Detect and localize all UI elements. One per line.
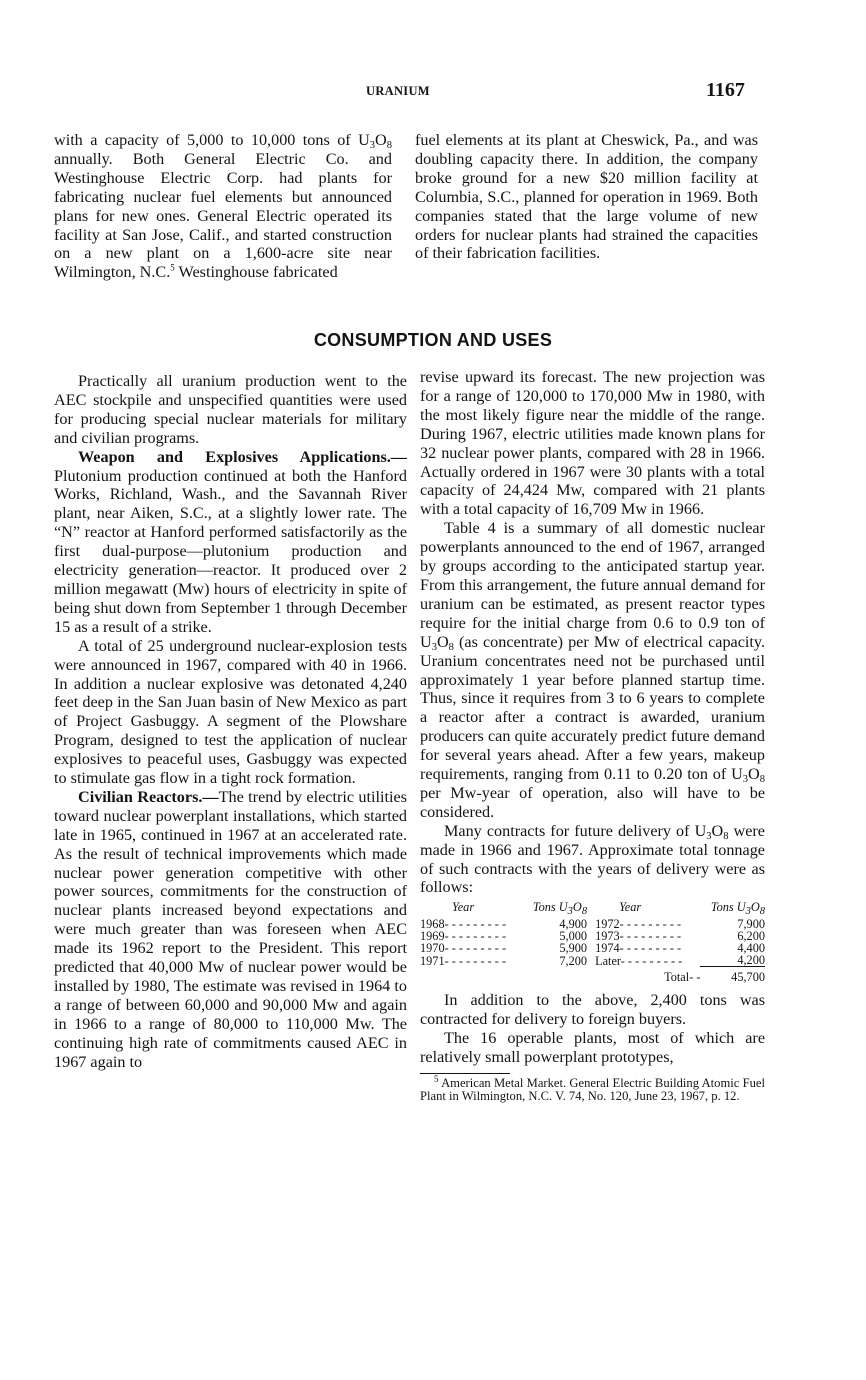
total-label: Total- - — [664, 970, 701, 985]
header-tons: Tons U3O8 — [710, 900, 765, 918]
paragraph-forecast: revise upward its forecast. The new projection was for a range of 120,000 to 170,000 Mw in 1980, with the most likely figure near the middle of the range. During 1967, electric utilities made known plans for 32 nuclear power plants, compared with 28 in 1966. Actually ordered in 1967 were 30 plants with a total capacity of 24,424 Mw, compared with 21 plants with a total capacity of 16,709 Mw in 1966. — [420, 368, 765, 519]
table-cell: 4,200 — [737, 953, 765, 968]
table-row — [420, 942, 765, 954]
table-row — [420, 954, 765, 967]
table-cell: 4,400 — [737, 941, 765, 956]
table-header-row — [420, 901, 765, 918]
table-cell: 1973- - - - - - - - - — [595, 929, 682, 944]
delivery-table — [420, 901, 765, 983]
left-main-column — [54, 372, 407, 1072]
footnote — [420, 1073, 765, 1103]
table-cell: 1968- - - - - - - - - — [420, 917, 507, 932]
top-left-column — [54, 131, 392, 282]
page-number: 1167 — [706, 79, 745, 101]
paragraph-foreign-buyers: In addition to the above, 2,400 tons was contracted for delivery to foreign buyers. — [420, 991, 765, 1029]
paragraph-weapon-explosives: Weapon and Explosives Applications.—Plutonium production continued at both the Hanford Works, Richland, Wash., and the Savannah River plant, near Aiken, S.C., at a slightly lower rate. The “N” reactor at Hanford performed satisfactorily as the first dual-purpose—plutonium production and electricity generation—reactor. It produced over 2 million megawatt (Mw) hours of electricity in spite of being shut down from September 1 through December 15 as a result of a strike. — [54, 447, 407, 636]
paragraph-operable-plants: The 16 operable plants, most of which are relatively small powerplant prototypes, — [420, 1029, 765, 1067]
section-heading: CONSUMPTION AND USES — [313, 330, 553, 350]
right-main-column — [420, 368, 765, 1103]
table-cell: 4,900 — [559, 917, 588, 932]
header-year: Year — [452, 900, 475, 915]
table-cell: 1971- - - - - - - - - — [420, 953, 507, 968]
table-cell: 7,200 — [559, 953, 588, 968]
paragraph-civilian-reactors: Civilian Reactors.—The trend by electric utilities toward nuclear powerplant installations, which started late in 1965, continued in 1967 at an accelerated rate. As the result of technical improvements which made nuclear power generation competitive with other power sources, commitments for the construction of nuclear plants increased beyond expectations and were much greater than was foreseen when AEC made its 1962 report to the President. This report predicted that 40,000 Mw of nuclear power would be installed by 1980, The estimate was revised in 1964 to a range of between 60,000 and 90,000 Mw and again in 1966 to a range of 80,000 to 110,000 Mw. The continuing high rate of commitments caused AEC in 1967 again to — [54, 787, 407, 1071]
table-total-row — [420, 967, 765, 984]
table-cell: 5,900 — [559, 941, 588, 956]
paragraph-contracts: Many contracts for future delivery of $U_3O_8$ were made in 1966 and 1967. Approximate total tonnage of such contracts with the years of delivery were as follows: — [420, 821, 765, 897]
run-in-heading-weapon: Weapon and Explosives Applications.— — [78, 447, 407, 466]
table-cell: 6,200 — [737, 929, 765, 944]
table-cell: Later- - - - - - - - - — [595, 953, 683, 968]
paragraph-explosion-tests: A total of 25 underground nuclear-explosion tests were announced in 1967, compared with 40 in 1966. In addition a nuclear explosive was detonated 4,240 feet deep in the San Juan basin of New Mexico as part of Project Gasbuggy. A segment of the Plowshare Program, designed to test the application of nuclear explosives to peaceful uses, Gasbuggy was expected to stimulate gas flow in a tight rock formation. — [54, 636, 407, 788]
table-cell: 1970- - - - - - - - - — [420, 941, 507, 956]
run-in-heading-civilian: Civilian Reactors.— — [78, 787, 219, 806]
paragraph-table-4-summary: Table 4 is a summary of all domestic nuclear powerplants announced to the end of 1967, arranged by groups according to the anticipated startup year. From this arrangement, the future annual demand for uranium can be estimated, as present reactor types require for the initial charge from 0.6 to 0.9 ton of $U_3O_8$ (as concentrate) per Mw of electrical capacity. Uranium concentrates need not be purchased until approximately 1 year before planned startup time. Thus, since it requires from 3 to 6 years to complete a reactor after a contract is awarded, uranium producers can quite accurately predict future demand for several years ahead. After a few years, makeup requirements, ranging from 0.11 to 0.20 ton of $U_3O_8$ per Mw-year of operation, also will have to be considered. — [420, 519, 765, 821]
total-value: 45,700 — [700, 967, 765, 984]
footnote-text: American Metal Market. General Electric Building Atomic Fuel Plant in Wilmington, N.C. V. 74, No. 120, June 23, 1967, p. 12. — [420, 1076, 765, 1103]
header-tons: Tons U3O8 — [532, 900, 588, 918]
paragraph-consumption-intro: Practically all uranium production went to the AEC stockpile and unspecified quantities were used for producing special nuclear materials for military and civilian programs. — [54, 372, 407, 447]
top-right-column — [415, 131, 758, 263]
footnote-reference: 5 — [170, 262, 175, 273]
table-cell: 1972- - - - - - - - - — [595, 917, 682, 932]
table-cell: 5,000 — [559, 929, 588, 944]
footnote-number: 5 — [434, 1073, 439, 1084]
table-cell: 1969- - - - - - - - - — [420, 929, 507, 944]
top-right-paragraph: fuel elements at its plant at Cheswick, Pa., and was doubling capacity there. In addition, the company broke ground for a new $20 million facility at Columbia, S.C., planned for operation in 1969. Both companies stated that the large volume of new orders for nuclear plants had strained the capacities of their fabrication facilities. — [415, 131, 758, 263]
table-cell: 7,900 — [737, 917, 765, 932]
header-year: Year — [619, 900, 642, 915]
running-head: URANIUM — [366, 84, 430, 98]
top-left-paragraph: with a capacity of 5,000 to 10,000 tons of $U_3O_8$ annually. Both General Electric Co. and Westinghouse Electric Corp. had plants for fabricating nuclear fuel elements but announced plans for new ones. General Electric operated its facility at San Jose, Calif., and started construction on a new plant on a 1,600-acre site near Wilmington, N.C.$^5$ Westinghouse fabricated — [54, 131, 392, 282]
table-cell: 1974- - - - - - - - - — [595, 941, 682, 956]
